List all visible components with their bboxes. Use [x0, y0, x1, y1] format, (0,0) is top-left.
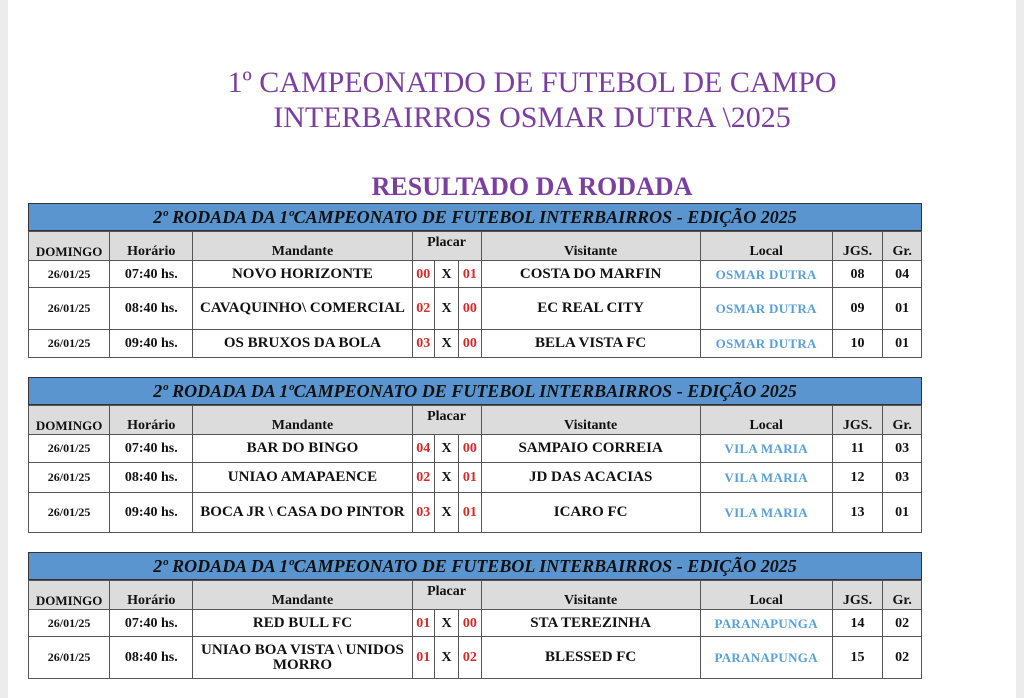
round-table-1 [28, 203, 922, 358]
away-score: 00 [459, 330, 481, 358]
match-time: 08:40 hs. [110, 637, 193, 679]
group-number: 03 [883, 435, 922, 463]
header-venue: Local [700, 581, 832, 610]
round-banner: 2º RODADA DA 1ºCAMPEONATO DE FUTEBOL INTERBAIRROS - EDIÇÃO 2025 [28, 203, 922, 231]
game-number: 14 [832, 610, 883, 637]
away-team: EC REAL CITY [481, 288, 700, 330]
match-time: 08:40 hs. [110, 463, 193, 493]
home-score: 00 [412, 261, 434, 288]
score-separator: X [434, 463, 458, 493]
match-date: 26/01/25 [29, 261, 110, 288]
game-number: 15 [832, 637, 883, 679]
match-venue: OSMAR DUTRA [700, 288, 832, 330]
match-time: 07:40 hs. [110, 261, 193, 288]
group-number: 01 [883, 330, 922, 358]
home-team: OS BRUXOS DA BOLA [193, 330, 412, 358]
game-number: 09 [832, 288, 883, 330]
match-venue: OSMAR DUTRA [700, 261, 832, 288]
home-team: BAR DO BINGO [193, 435, 412, 463]
away-team: BELA VISTA FC [481, 330, 700, 358]
away-score: 02 [459, 637, 481, 679]
score-separator: X [434, 435, 458, 463]
home-score: 01 [412, 637, 434, 679]
away-team: SAMPAIO CORREIA [481, 435, 700, 463]
group-number: 01 [883, 288, 922, 330]
header-time: Horário [110, 406, 193, 435]
match-date: 26/01/25 [29, 493, 110, 533]
home-score: 03 [412, 493, 434, 533]
away-score: 01 [459, 463, 481, 493]
results-table [28, 580, 922, 679]
home-team: BOCA JR \ CASA DO PINTOR [193, 493, 412, 533]
group-number: 02 [883, 637, 922, 679]
header-away: Visitante [481, 581, 700, 610]
header-venue: Local [700, 406, 832, 435]
title-line-1: 1º CAMPEONATDO DE FUTEBOL DE CAMPO [227, 66, 837, 99]
away-team: JD DAS ACACIAS [481, 463, 700, 493]
home-score: 04 [412, 435, 434, 463]
game-number: 08 [832, 261, 883, 288]
match-time: 08:40 hs. [110, 288, 193, 330]
header-row [29, 232, 922, 261]
round-table-3 [28, 552, 922, 679]
match-time: 09:40 hs. [110, 330, 193, 358]
header-away: Visitante [481, 232, 700, 261]
away-team: STA TEREZINHA [481, 610, 700, 637]
away-team: COSTA DO MARFIN [481, 261, 700, 288]
away-score: 00 [459, 610, 481, 637]
header-row [29, 581, 922, 610]
away-team: ICARO FC [481, 493, 700, 533]
away-score: 00 [459, 288, 481, 330]
header-home: Mandante [193, 406, 412, 435]
match-venue: VILA MARIA [700, 435, 832, 463]
match-row [29, 463, 922, 493]
subtitle: RESULTADO DA RODADA [371, 172, 693, 201]
header-venue: Local [700, 232, 832, 261]
header-score: Placar [412, 232, 481, 261]
game-number: 10 [832, 330, 883, 358]
header-row [29, 406, 922, 435]
header-day: DOMINGO [29, 232, 110, 261]
results-table [28, 405, 922, 533]
match-date: 26/01/25 [29, 610, 110, 637]
score-separator: X [434, 288, 458, 330]
group-number: 04 [883, 261, 922, 288]
match-row [29, 330, 922, 358]
away-score: 00 [459, 435, 481, 463]
match-venue: VILA MARIA [700, 493, 832, 533]
away-team: BLESSED FC [481, 637, 700, 679]
header-time: Horário [110, 232, 193, 261]
home-score: 03 [412, 330, 434, 358]
title-line-2: INTERBAIRROS OSMAR DUTRA \2025 [273, 101, 791, 134]
match-row [29, 288, 922, 330]
header-away: Visitante [481, 406, 700, 435]
home-team: CAVAQUINHO\ COMERCIAL [193, 288, 412, 330]
header-day: DOMINGO [29, 581, 110, 610]
header-group: Gr. [883, 406, 922, 435]
game-number: 12 [832, 463, 883, 493]
round-banner: 2º RODADA DA 1ºCAMPEONATO DE FUTEBOL INTERBAIRROS - EDIÇÃO 2025 [28, 377, 922, 405]
header-group: Gr. [883, 232, 922, 261]
match-date: 26/01/25 [29, 435, 110, 463]
match-row [29, 261, 922, 288]
header-time: Horário [110, 581, 193, 610]
home-team: NOVO HORIZONTE [193, 261, 412, 288]
round-table-2 [28, 377, 922, 533]
score-separator: X [434, 330, 458, 358]
match-date: 26/01/25 [29, 330, 110, 358]
match-row [29, 610, 922, 637]
header-games: JGS. [832, 581, 883, 610]
document-page [8, 0, 1016, 698]
score-separator: X [434, 637, 458, 679]
score-separator: X [434, 610, 458, 637]
header-day: DOMINGO [29, 406, 110, 435]
header-games: JGS. [832, 232, 883, 261]
match-time: 07:40 hs. [110, 435, 193, 463]
group-number: 01 [883, 493, 922, 533]
match-venue: OSMAR DUTRA [700, 330, 832, 358]
away-score: 01 [459, 261, 481, 288]
header-group: Gr. [883, 581, 922, 610]
match-venue: VILA MARIA [700, 463, 832, 493]
header-score: Placar [412, 581, 481, 610]
match-date: 26/01/25 [29, 288, 110, 330]
results-table [28, 231, 922, 358]
header-score: Placar [412, 406, 481, 435]
match-row [29, 637, 922, 679]
match-time: 07:40 hs. [110, 610, 193, 637]
header-home: Mandante [193, 581, 412, 610]
match-venue: PARANAPUNGA [700, 637, 832, 679]
match-row [29, 435, 922, 463]
match-time: 09:40 hs. [110, 493, 193, 533]
away-score: 01 [459, 493, 481, 533]
match-venue: PARANAPUNGA [700, 610, 832, 637]
round-banner: 2º RODADA DA 1ºCAMPEONATO DE FUTEBOL INTERBAIRROS - EDIÇÃO 2025 [28, 552, 922, 580]
score-separator: X [434, 261, 458, 288]
match-row [29, 493, 922, 533]
header-games: JGS. [832, 406, 883, 435]
home-team: UNIAO BOA VISTA \ UNIDOS MORRO [193, 637, 412, 679]
match-date: 26/01/25 [29, 637, 110, 679]
group-number: 02 [883, 610, 922, 637]
home-team: UNIAO AMAPAENCE [193, 463, 412, 493]
home-score: 02 [412, 288, 434, 330]
home-score: 02 [412, 463, 434, 493]
home-team: RED BULL FC [193, 610, 412, 637]
group-number: 03 [883, 463, 922, 493]
home-score: 01 [412, 610, 434, 637]
match-date: 26/01/25 [29, 463, 110, 493]
game-number: 13 [832, 493, 883, 533]
score-separator: X [434, 493, 458, 533]
game-number: 11 [832, 435, 883, 463]
header-home: Mandante [193, 232, 412, 261]
